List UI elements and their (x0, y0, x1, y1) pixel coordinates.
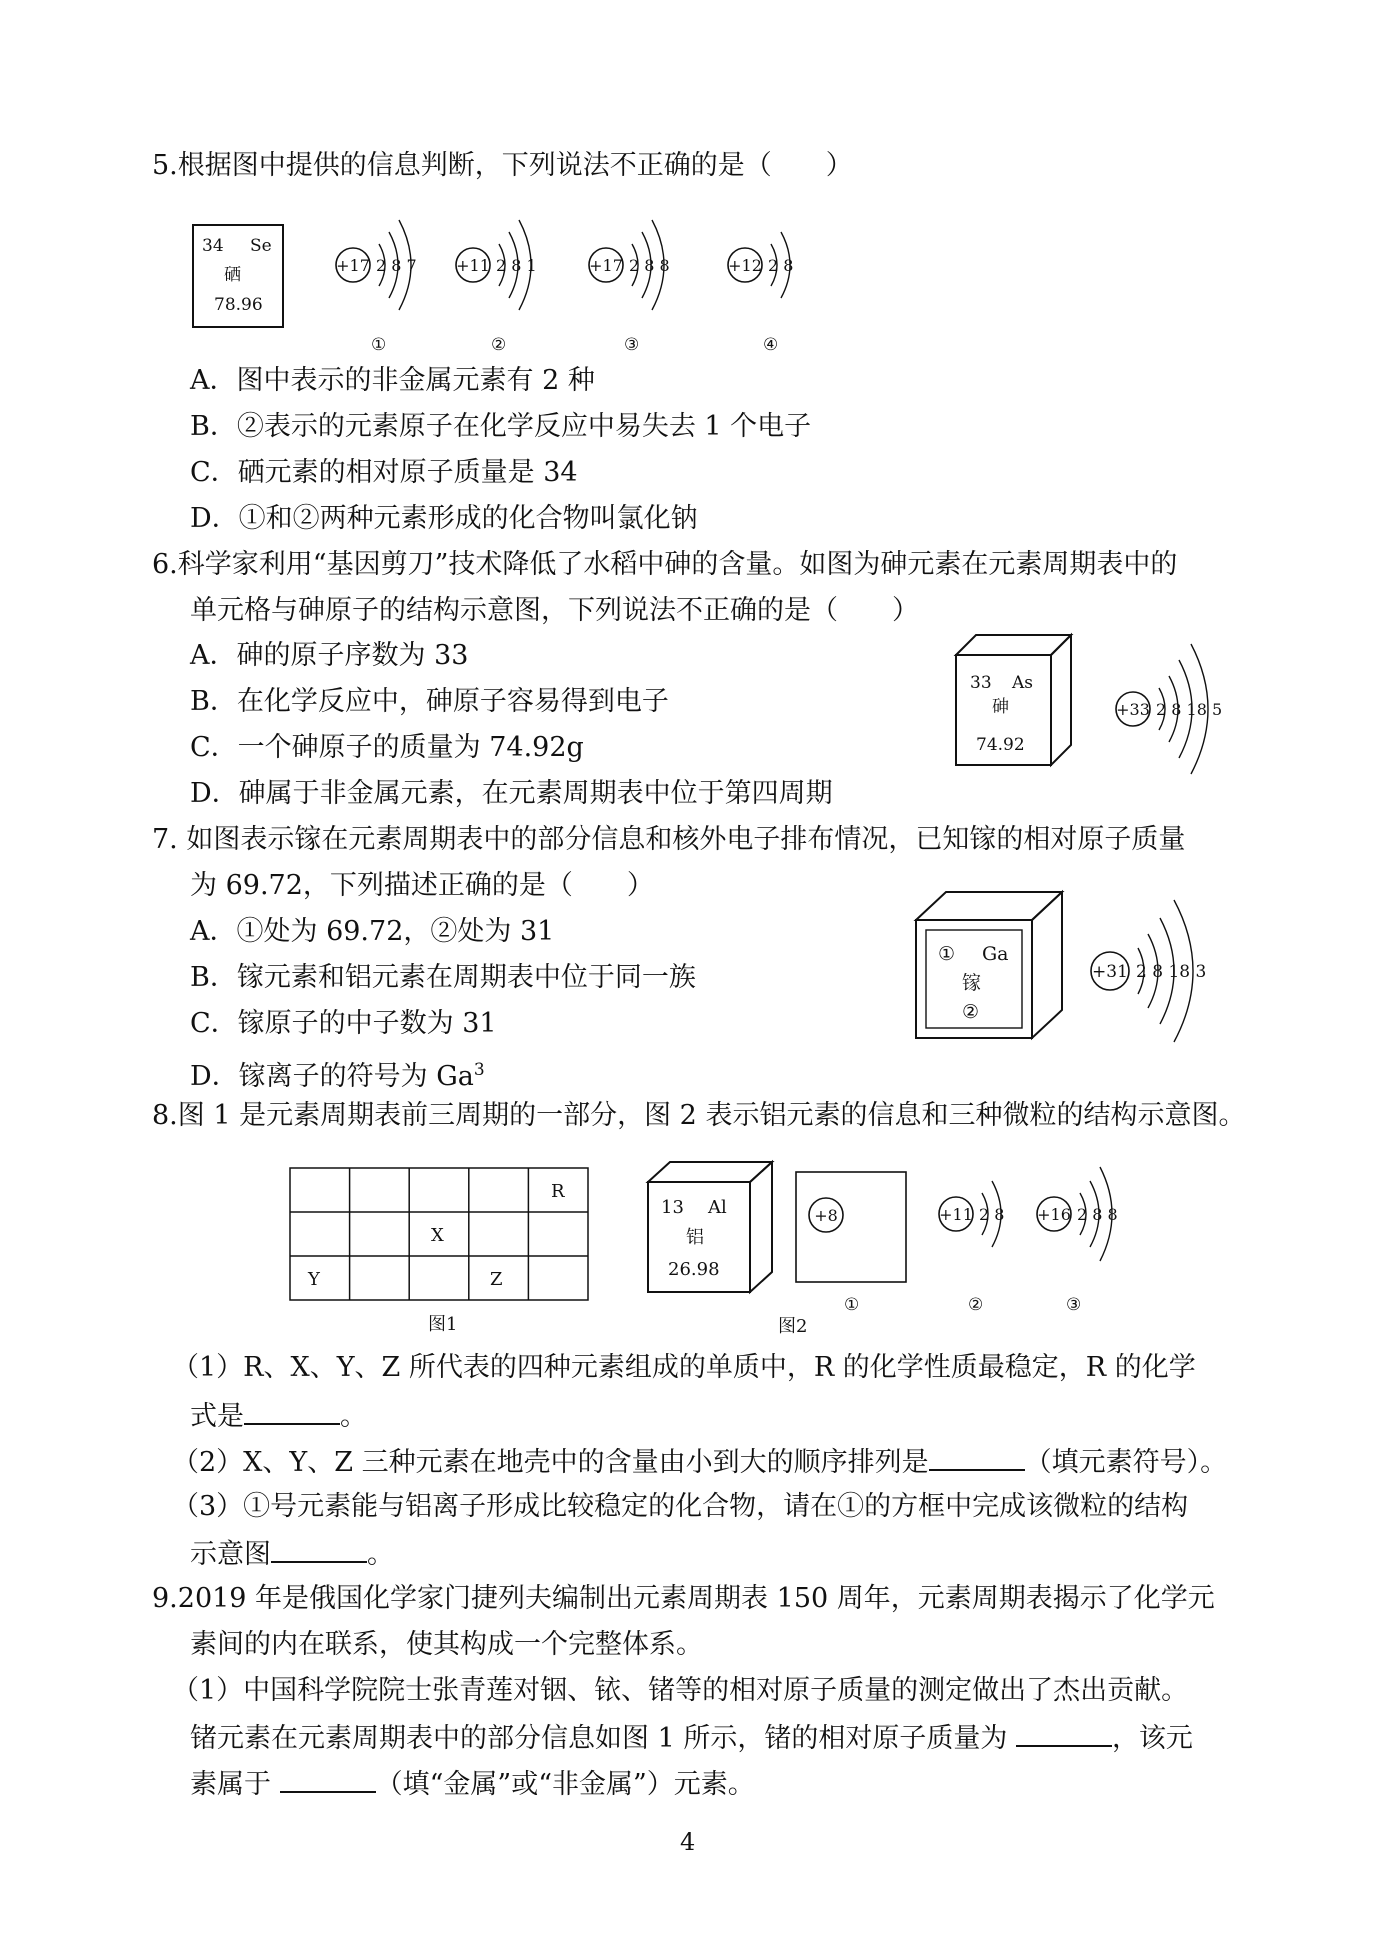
as-atomic-number: 33 (970, 673, 992, 693)
q9-part1-text: 锗元素在元素周期表中的部分信息如图 1 所示，锗的相对原子质量为 (190, 1723, 1008, 1754)
atom-1-shells: 2 8 7 (376, 256, 417, 275)
ga-atom-diagram (1091, 900, 1206, 1042)
q6-stem-line1: 6.科学家利用“基因剪刀”技术降低了水稻中砷的含量。如图为砷元素在元素周期表中的 (152, 549, 1178, 580)
q7-option-d-charge: 3 (473, 1060, 485, 1080)
q8-part3-text: 示意图 (190, 1539, 271, 1570)
q6-option-d: D．砷属于非金属元素，在元素周期表中位于第四周期 (190, 778, 833, 809)
al-atomic-number: 13 (661, 1197, 684, 1218)
q8-stem: 8.图 1 是元素周期表前三周期的一部分，图 2 表示铝元素的信息和三种微粒的结构示意图。 (152, 1100, 1246, 1131)
q8-part3-end: 。 (367, 1539, 394, 1570)
q7-stem-line2: 为 69.72，下列描述正确的是（ ） (190, 870, 654, 901)
as-name: 砷 (992, 697, 1009, 717)
q8-part1-line1: （1）R、X、Y、Z 所代表的四种元素组成的单质中，R 的化学性质最稳定，R 的化学 (172, 1352, 1196, 1383)
q9-part1-line3 (190, 1765, 755, 1803)
as-atom-nucleus: +33 (1116, 700, 1150, 719)
se-symbol: Se (250, 236, 272, 256)
q7-option-c: C．镓原子的中子数为 31 (190, 1008, 497, 1039)
q8-atom-3-nucleus: +16 (1037, 1205, 1071, 1224)
q9-part1-text2: 素属于 (190, 1769, 271, 1800)
q9-part1-line1: （1）中国科学院院士张青莲对铟、铱、锗等的相对原子质量的测定做出了杰出贡献。 (172, 1675, 1189, 1706)
q8-atom-2-shells: 2 8 (979, 1205, 1005, 1224)
q9-stem-line2: 素间的内在联系，使其构成一个完整体系。 (190, 1629, 703, 1660)
q8-part1-end: 。 (340, 1401, 367, 1432)
atom-diagram-1 (336, 220, 417, 355)
grid-r: R (551, 1181, 565, 1202)
answer-blank-metal-type[interactable] (280, 1765, 376, 1793)
q7-option-d-text: D．镓离子的符号为 Ga (190, 1061, 474, 1092)
atom-2-shells: 2 8 1 (496, 256, 537, 275)
se-name: 硒 (224, 265, 241, 285)
atom-diagram-3 (589, 220, 670, 355)
atom-3-shells: 2 8 8 (629, 256, 670, 275)
q8-atom-diagram-2 (939, 1181, 1004, 1315)
ga-symbol: Ga (982, 943, 1009, 965)
q8-part3-line2 (190, 1535, 394, 1573)
q5-option-a: A．图中表示的非金属元素有 2 种 (190, 365, 595, 396)
q9-stem-line1: 9.2019 年是俄国化学家门捷列夫编制出元素周期表 150 周年，元素周期表揭示了化学元 (152, 1583, 1215, 1614)
al-name: 铝 (686, 1227, 704, 1248)
box-1-label: ① (844, 1295, 860, 1315)
q6-stem-line2: 单元格与砷原子的结构示意图，下列说法不正确的是（ ） (190, 595, 919, 626)
atom-2-nucleus: +11 (456, 256, 490, 275)
page-number: 4 (680, 1828, 696, 1856)
q5-option-c: C．硒元素的相对原子质量是 34 (190, 457, 578, 488)
q6-option-a: A．砷的原子序数为 33 (190, 640, 469, 671)
q8-atom-2-nucleus: +11 (939, 1205, 973, 1224)
q9-part1-line2 (190, 1719, 1193, 1757)
atom-diagram-2 (456, 220, 537, 355)
q8-part3-line1: （3）①号元素能与铝离子形成比较稳定的化合物，请在①的方框中完成该微粒的结构 (172, 1491, 1189, 1522)
ga-atom-shells: 2 8 18 3 (1136, 962, 1207, 982)
q7-option-b: B．镓元素和铝元素在周期表中位于同一族 (190, 962, 696, 993)
answer-blank-order[interactable] (929, 1443, 1025, 1471)
q8-part2-end: （填元素符号）。 (1024, 1447, 1228, 1478)
q7-stem-line1: 7. 如图表示镓在元素周期表中的部分信息和核外电子排布情况，已知镓的相对原子质量 (152, 824, 1186, 855)
q8-atom-3-label: ③ (1066, 1295, 1082, 1315)
q8-part2 (172, 1443, 1227, 1481)
ga-number-placeholder: ① (938, 943, 956, 965)
atom-4-label: ④ (763, 335, 779, 355)
fig1-label: 图1 (428, 1314, 458, 1335)
q8-figure (286, 1140, 1126, 1340)
grid-y: Y (308, 1269, 320, 1290)
atom-3-label: ③ (624, 335, 640, 355)
al-symbol: Al (708, 1197, 727, 1218)
as-atom-shells: 2 8 18 5 (1156, 700, 1223, 719)
ga-atom-nucleus: +31 (1092, 962, 1128, 982)
fig2-label: 图2 (778, 1316, 808, 1337)
q6-option-c: C．一个砷原子的质量为 74.92g (190, 732, 584, 763)
se-atomic-number: 34 (202, 236, 224, 256)
q8-atom-diagram-3 (1037, 1167, 1118, 1315)
q5-option-d: D．①和②两种元素形成的化合物叫氯化钠 (190, 503, 698, 534)
q7-option-a: A．①处为 69.72，②处为 31 (190, 916, 555, 947)
q7-option-d (190, 1052, 485, 1095)
ga-mass-placeholder: ② (962, 1001, 980, 1023)
grid-x: X (431, 1225, 444, 1246)
answer-blank-ge-mass[interactable] (1016, 1719, 1112, 1747)
atom-4-shells: 2 8 (768, 256, 794, 275)
q8-atom-3-shells: 2 8 8 (1077, 1205, 1118, 1224)
atom-1-label: ① (371, 335, 387, 355)
as-symbol: As (1012, 673, 1034, 693)
grid-z: Z (490, 1269, 503, 1290)
atom-4-nucleus: +12 (728, 256, 762, 275)
answer-box-1 (796, 1172, 906, 1282)
box-1-nucleus: +8 (814, 1206, 838, 1225)
al-mass: 26.98 (668, 1259, 720, 1280)
q8-part1-line2 (190, 1397, 367, 1435)
q5-stem: 5.根据图中提供的信息判断，下列说法不正确的是（ ） (152, 150, 853, 181)
answer-blank-r-formula[interactable] (244, 1397, 340, 1425)
answer-blank-diagram[interactable] (271, 1535, 367, 1563)
as-atom-diagram (1116, 644, 1222, 774)
q7-figure (910, 880, 1240, 1070)
q9-part1-end2: （填“金属”或“非金属”）元素。 (375, 1769, 755, 1800)
atom-2-label: ② (491, 335, 507, 355)
q5-option-b: B．②表示的元素原子在化学反应中易失去 1 个电子 (190, 411, 812, 442)
q6-option-b: B．在化学反应中，砷原子容易得到电子 (190, 686, 669, 717)
atom-1-nucleus: +17 (336, 256, 370, 275)
ga-element-cube (916, 892, 1062, 1038)
ga-name: 镓 (962, 972, 982, 994)
q5-figure (190, 198, 830, 358)
q6-figure (950, 620, 1240, 795)
q8-part2-text: （2）X、Y、Z 三种元素在地壳中的含量由小到大的顺序排列是 (172, 1447, 929, 1478)
se-mass: 78.96 (214, 295, 263, 315)
q9-part1-end: ，该元 (1111, 1723, 1193, 1754)
q8-part1-text: 式是 (190, 1401, 244, 1432)
as-mass: 74.92 (976, 735, 1025, 755)
q8-atom-2-label: ② (968, 1295, 984, 1315)
atom-3-nucleus: +17 (589, 256, 623, 275)
atom-diagram-4 (728, 232, 793, 355)
